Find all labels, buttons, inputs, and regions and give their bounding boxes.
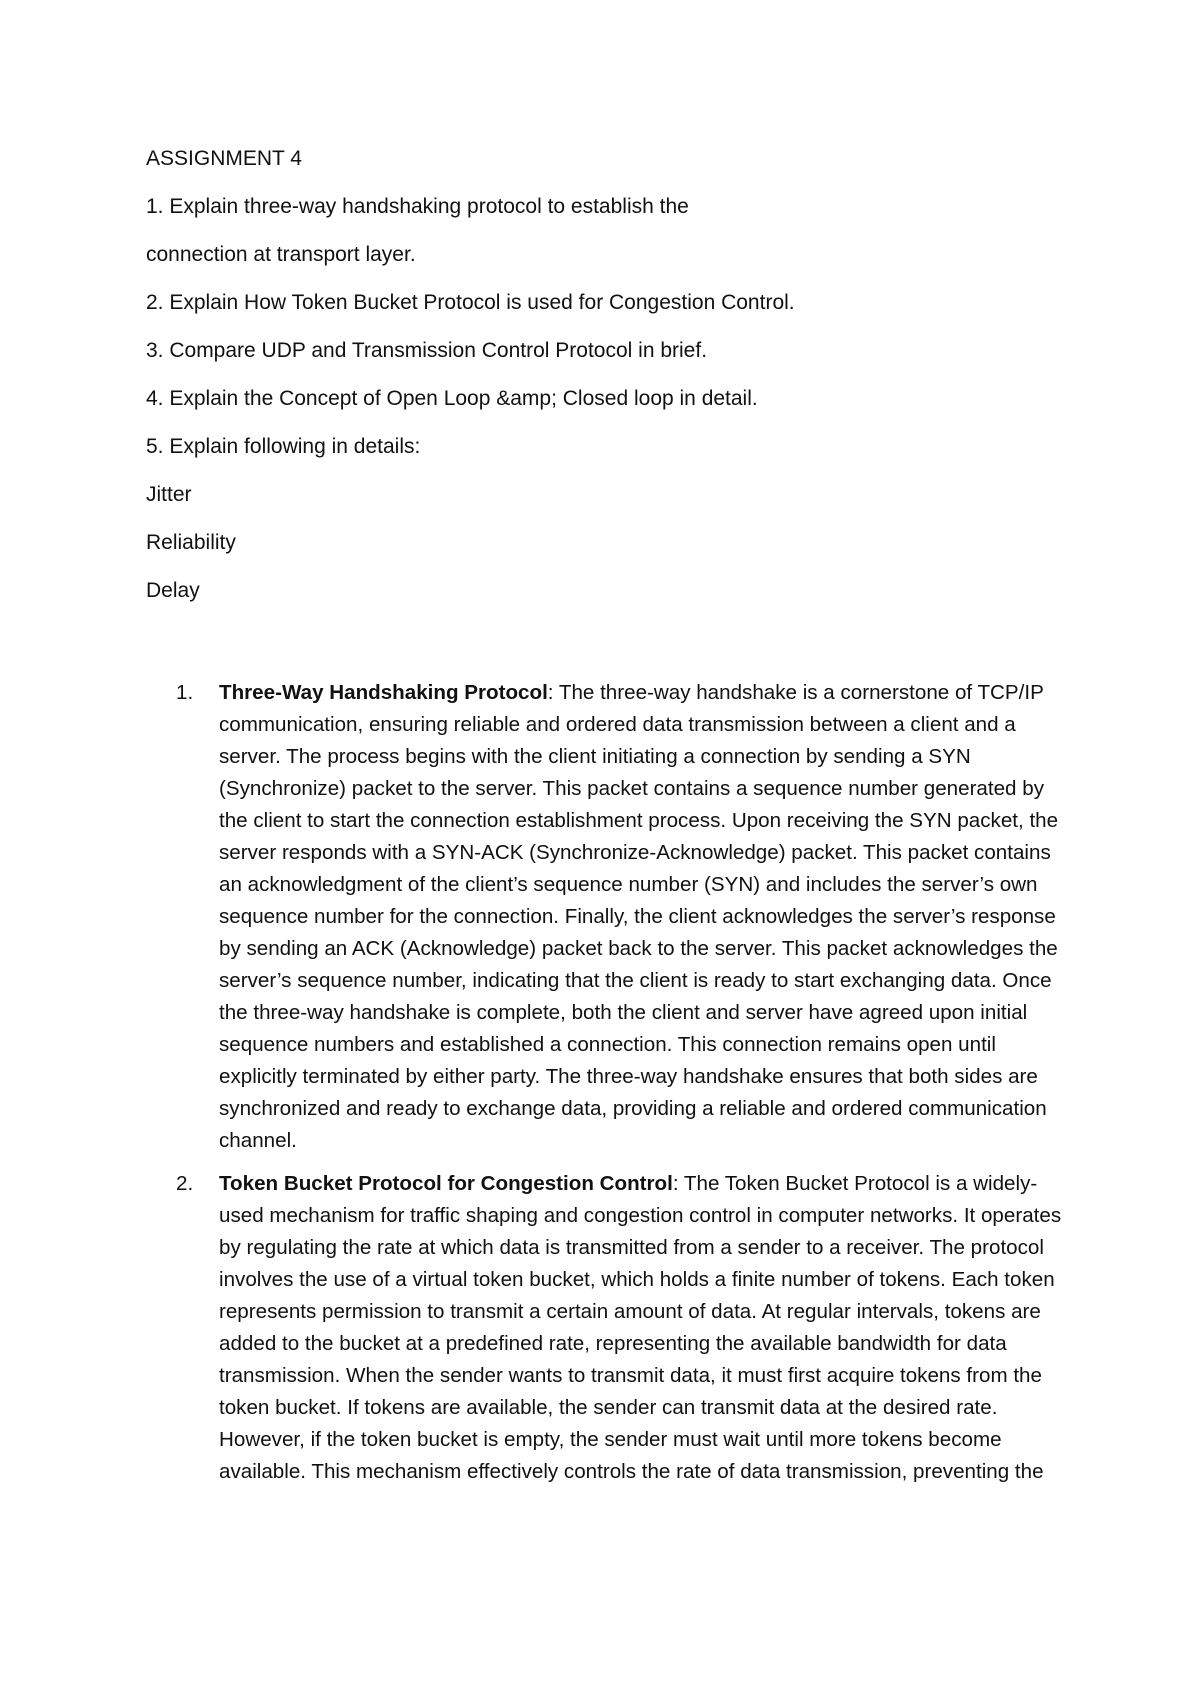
question-subitem: Jitter [146,483,192,506]
answer-separator: : [672,1172,679,1195]
question-subitem: Reliability [146,531,236,554]
question-line: connection at transport layer. [146,243,416,266]
answer-item [176,1168,1066,1488]
question-line: 4. Explain the Concept of Open Loop &amp; Closed loop in detail. [146,387,758,410]
answer-term: Three-Way Handshaking Protocol [219,681,548,704]
answer-number: 1. [176,681,194,704]
answer-separator: : [547,681,554,704]
answer-body: The Token Bucket Protocol is a widely-used mechanism for traffic shaping and congestion control in computer networks. It operates by regulating the rate at which data is transmitted from a sender to a receiver. The protocol involves the use of a virtual token bucket, which holds a finite number of tokens. Each token represents permission to transmit a certain amount of data. At regular intervals, tokens are added to the bucket at a predefined rate, representing the available bandwidth for data transmission. When the sender wants to transmit data, it must first acquire tokens from the token bucket. If tokens are available, the sender can transmit data at the desired rate. However, if the token bucket is empty, the sender must wait until more tokens become available. This mechanism effectively controls the rate of data transmission, preventing the [219,1172,1062,1483]
answers-list [176,677,1066,1499]
question-subitem: Delay [146,579,200,602]
answer-number: 2. [176,1172,194,1195]
question-line: 1. Explain three-way handshaking protocol to establish the [146,195,689,218]
answer-body: The three-way handshake is a cornerstone of TCP/IP communication, ensuring reliable and ordered data transmission between a client and a server. The process begins with the client initiating a connection by sending a SYN (Synchronize) packet to the server. This packet contains a sequence number generated by the client to start the connection establishment process. Upon receiving the SYN packet, the server responds with a SYN-ACK (Synchronize-Acknowledge) packet. This packet contains an acknowledgment of the client’s sequence number (SYN) and includes the server’s own sequence number for the connection. Finally, the client acknowledges the server’s response by sending an ACK (Acknowledge) packet back to the server. This packet acknowledges the server’s sequence number, indicating that the client is ready to start exchanging data. Once the three-way handshake is complete, both the client and server have agreed upon initial sequence numbers and established a connection. This connection remains open until explicitly terminated by either party. The three-way handshake ensures that both sides are synchronized and ready to exchange data, providing a reliable and ordered communication channel. [219,681,1059,1152]
answer-item [176,677,1066,1157]
assignment-title: ASSIGNMENT 4 [146,147,302,170]
question-line: 2. Explain How Token Bucket Protocol is used for Congestion Control. [146,291,795,314]
question-line: 3. Compare UDP and Transmission Control Protocol in brief. [146,339,708,362]
assignment-questions [146,146,1086,626]
answer-term: Token Bucket Protocol for Congestion Control [219,1172,673,1195]
question-line: 5. Explain following in details: [146,435,421,458]
